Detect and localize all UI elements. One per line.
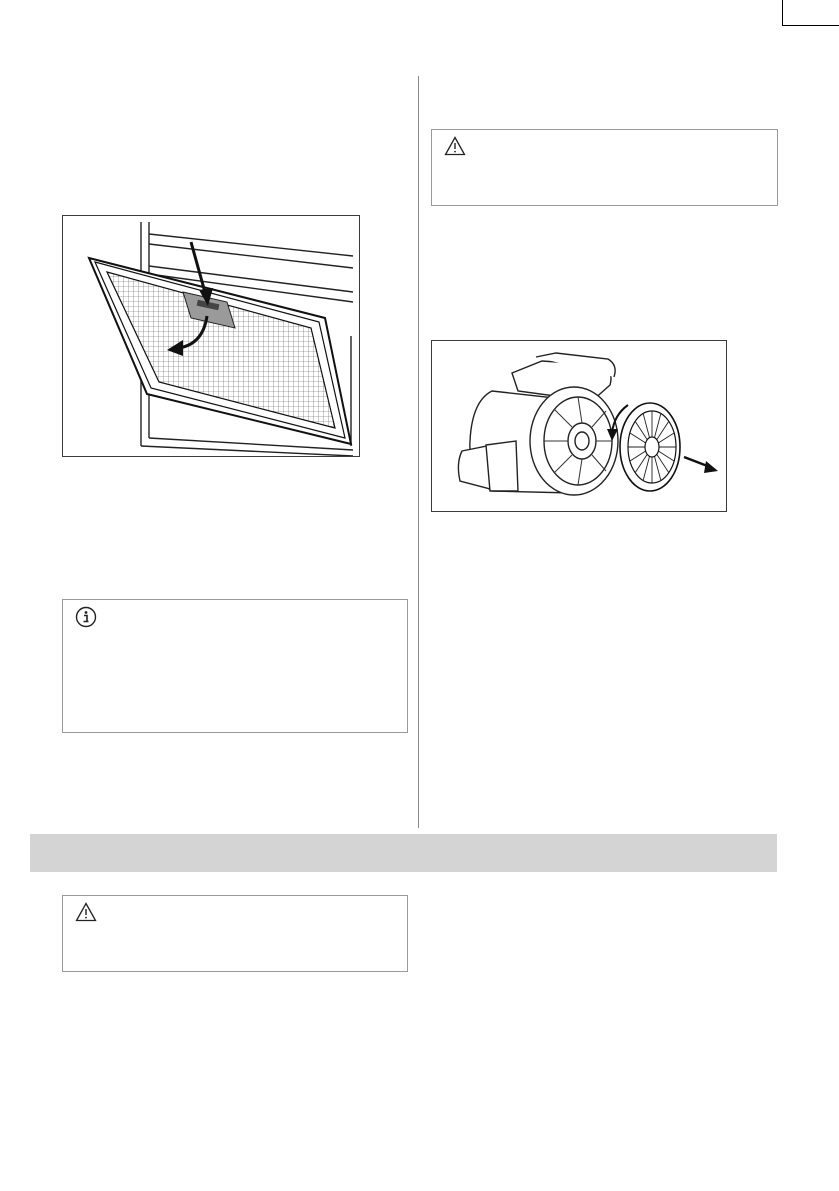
grease-filter-illustration [63, 216, 359, 456]
warning-box-bottom [62, 895, 408, 972]
section-header-bar [30, 834, 777, 872]
carbon-filter-figure [431, 340, 727, 512]
warning-triangle-icon [444, 136, 466, 156]
crop-mark-vertical [782, 0, 783, 26]
grease-filter-figure [62, 215, 360, 457]
warning-box-top [431, 129, 778, 206]
info-note-box [62, 599, 408, 733]
carbon-filter-illustration [432, 341, 726, 511]
warning-triangle-icon [75, 902, 97, 922]
column-divider [418, 76, 419, 828]
crop-mark-horizontal [783, 25, 839, 26]
info-circle-icon [75, 606, 97, 628]
